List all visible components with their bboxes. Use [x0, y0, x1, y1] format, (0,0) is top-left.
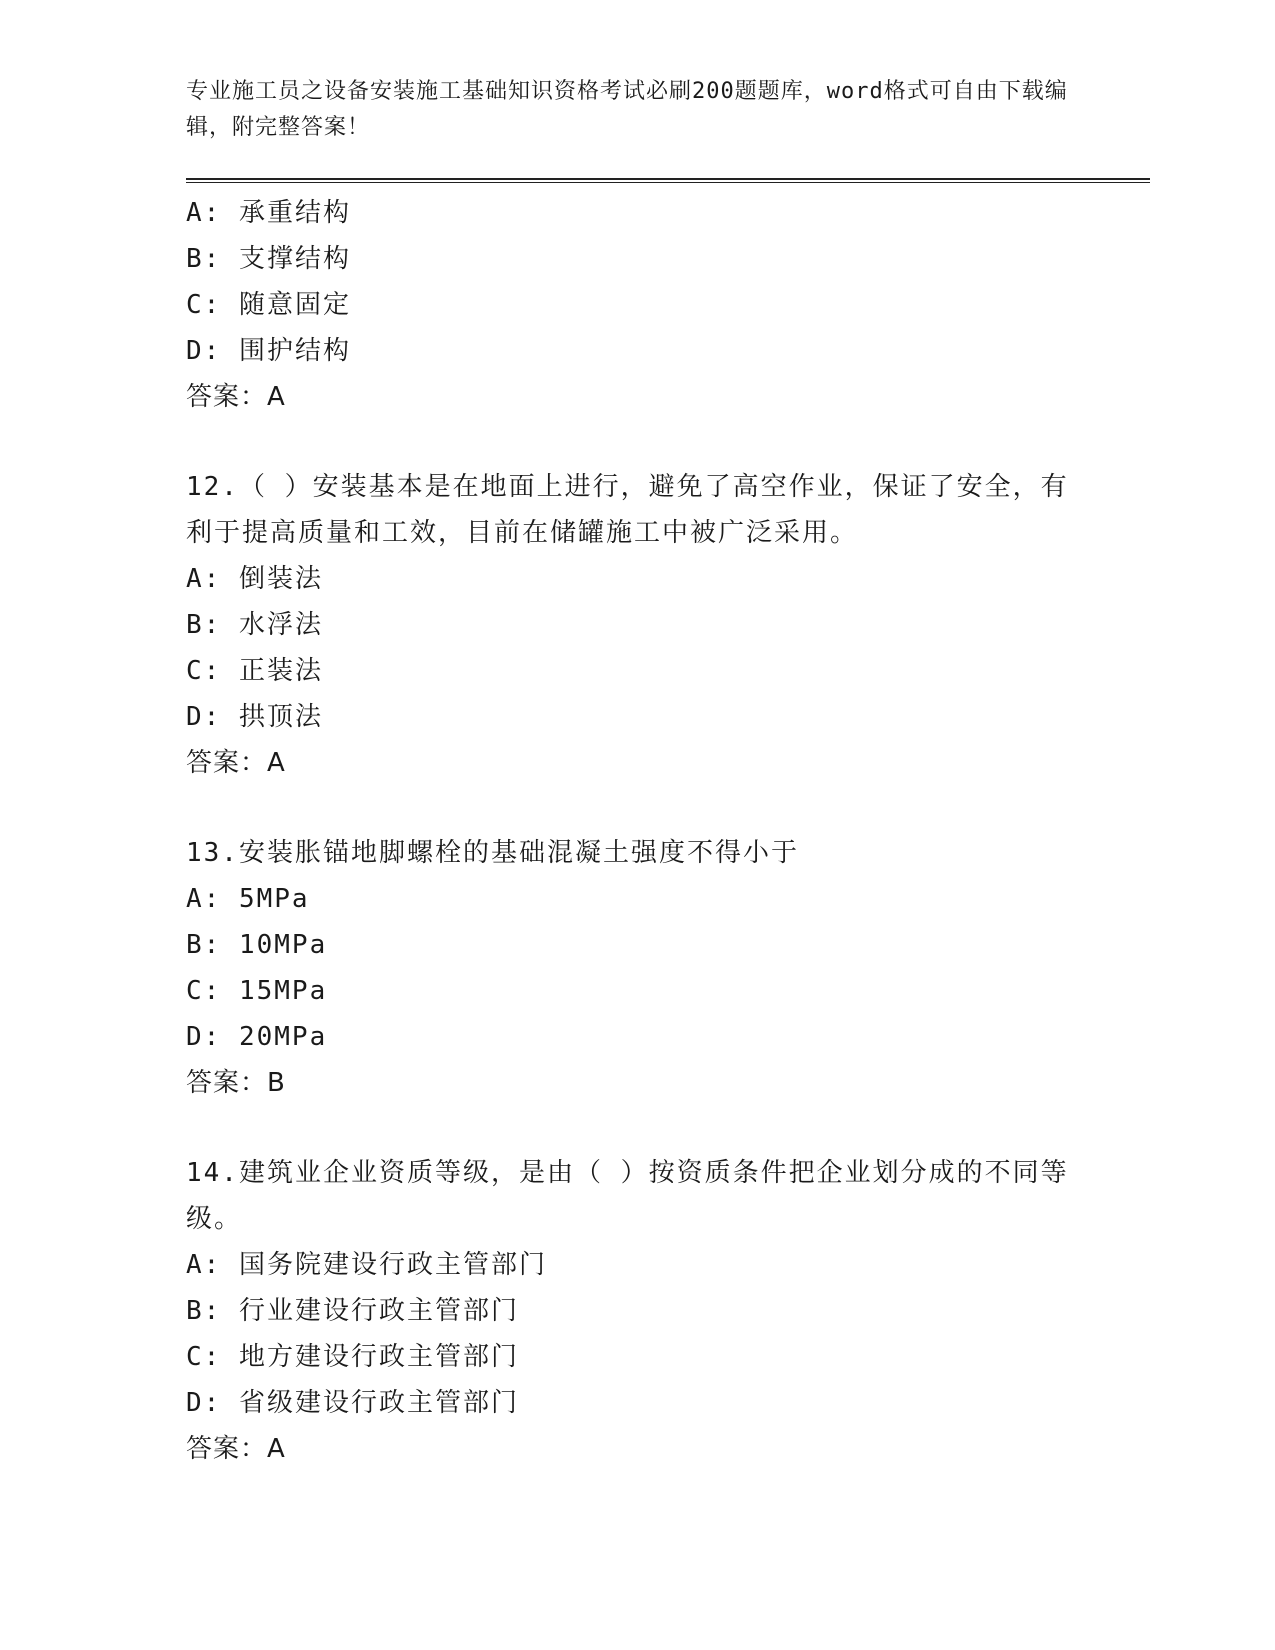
option-d: D: 拱顶法 [186, 702, 323, 732]
option-a: A: 倒装法 [186, 564, 323, 594]
question-stem: 13.安装胀锚地脚螺栓的基础混凝土强度不得小于 [186, 838, 799, 868]
question-stem: 12.（ ）安装基本是在地面上进行，避免了高空作业，保证了安全，有利于提高质量和工效，目前在储罐施工中被广泛采用。 [186, 472, 1069, 548]
option-b: B: 行业建设行政主管部门 [186, 1296, 519, 1326]
header-divider [186, 178, 1150, 183]
question-14 [186, 1150, 1086, 1472]
answer: 答案：B [186, 1068, 286, 1098]
option-d: D: 20MPa [186, 1022, 328, 1052]
option-d: D: 省级建设行政主管部门 [186, 1388, 519, 1418]
option-a: A: 承重结构 [186, 198, 351, 228]
option-c: C: 正装法 [186, 656, 323, 686]
question-gap [186, 1106, 1086, 1150]
question-12 [186, 464, 1086, 786]
option-c: C: 地方建设行政主管部门 [186, 1342, 519, 1372]
question-11 [186, 190, 1086, 420]
answer: 答案：A [186, 1434, 286, 1464]
question-gap [186, 420, 1086, 464]
question-gap [186, 786, 1086, 830]
answer: 答案：A [186, 382, 286, 412]
question-stem: 14.建筑业企业资质等级，是由（ ）按资质条件把企业划分成的不同等级。 [186, 1158, 1069, 1234]
option-b: B: 支撑结构 [186, 244, 351, 274]
answer: 答案：A [186, 748, 286, 778]
option-b: B: 水浮法 [186, 610, 323, 640]
option-c: C: 随意固定 [186, 290, 351, 320]
option-d: D: 围护结构 [186, 336, 351, 366]
document-header: 专业施工员之设备安装施工基础知识资格考试必刷200题题库，word格式可自由下载编辑，附完整答案！ [186, 79, 1068, 140]
question-list [186, 190, 1086, 1472]
option-a: A: 5MPa [186, 884, 310, 914]
option-b: B: 10MPa [186, 930, 328, 960]
option-a: A: 国务院建设行政主管部门 [186, 1250, 547, 1280]
question-13 [186, 830, 1086, 1106]
option-c: C: 15MPa [186, 976, 328, 1006]
